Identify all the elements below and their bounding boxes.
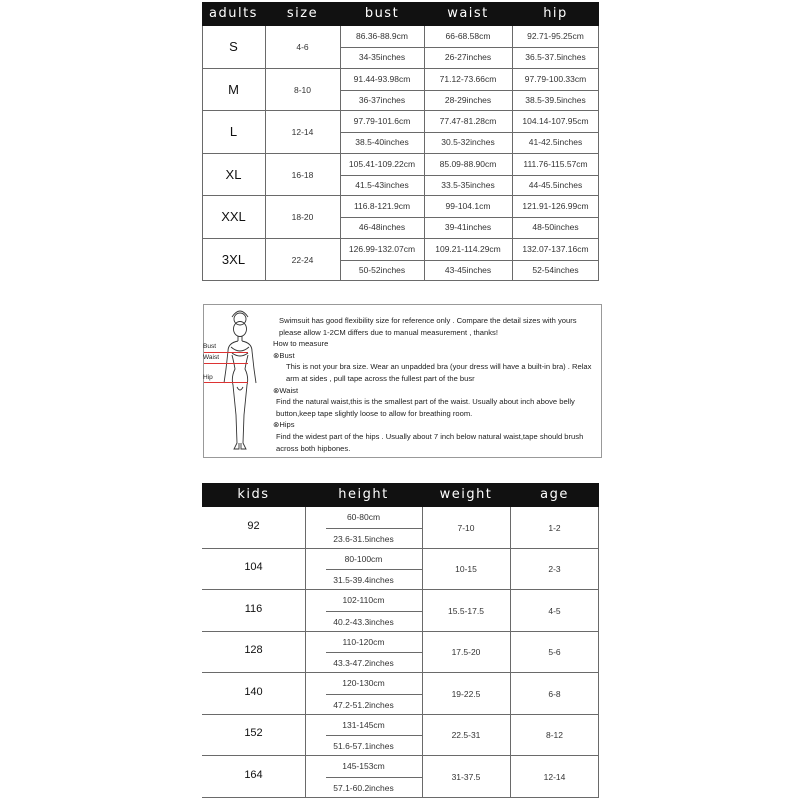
waist-in-value: 43-45inches (444, 264, 492, 275)
bust-in-value: 50-52inches (358, 264, 406, 275)
row-divider (202, 589, 599, 590)
waist-cm-value: 85.09-88.90cm (439, 158, 497, 169)
hip-in-value: 48-50inches (532, 222, 579, 233)
size-range: 8-10 (293, 84, 311, 95)
height-cm-value: 131-145cm (342, 719, 385, 730)
half-row-divider (340, 217, 599, 218)
age-value: 12-14 (543, 771, 566, 782)
header-age: age (540, 487, 569, 502)
bust-in-value: 41.5-43inches (355, 179, 409, 190)
guide-bust-title: Bust (279, 350, 295, 360)
weight-value: 19-22.5 (451, 688, 481, 699)
hip-cm-value: 132.07-137.16cm (522, 243, 589, 254)
guide-waist-text: Find the natural waist,this is the smallest part of the waist. Usually about inch above belly button,keep tape slightly loose to allow for breathing room. (276, 397, 575, 418)
half-row-divider (340, 47, 599, 48)
size-label: L (229, 124, 238, 140)
guide-hips-heading (273, 419, 598, 431)
header-bust: bust (364, 6, 400, 21)
header-waist: waist (447, 6, 489, 21)
height-cm-value: 60-80cm (346, 512, 381, 522)
waist-cm-value: 66-68.58cm (445, 31, 491, 41)
height-in-value: 57.1-60.2inches (333, 782, 394, 793)
row-divider (202, 797, 599, 798)
age-value: 1-2 (548, 522, 561, 533)
hip-cm-value: 97.79-100.33cm (524, 73, 587, 84)
guide-bust-heading (273, 350, 598, 362)
bust-cm-value: 91.44-93.98cm (353, 73, 411, 84)
waist-cm-value: 71.12-73.66cm (439, 73, 497, 84)
weight-value: 7-10 (457, 522, 475, 533)
row-divider (202, 631, 599, 632)
waist-in-value: 30.5-32inches (441, 137, 495, 148)
body-figure-illustration (204, 305, 276, 455)
half-row-divider (326, 777, 422, 778)
height-in-value: 43.3-47.2inches (333, 658, 394, 669)
hip-cm-value: 111.76-115.57cm (523, 158, 588, 169)
size-label: XXL (221, 209, 246, 225)
height-cm-value: 110-120cm (342, 636, 385, 647)
height-cm-value: 145-153cm (342, 761, 385, 771)
header-kids: kids (237, 487, 270, 502)
kids-table-header (202, 483, 599, 507)
waist-cm-value: 77.47-81.28cm (439, 116, 497, 126)
column-divider (265, 26, 266, 281)
kids-size-label: 116 (244, 602, 263, 615)
hip-in-value: 38.5-39.5inches (525, 94, 586, 105)
waist-in-value: 28-29inches (444, 94, 492, 105)
row-divider (202, 755, 599, 756)
bust-cm-value: 116.8-121.9cm (353, 201, 411, 211)
height-in-value: 47.2-51.2inches (333, 699, 394, 710)
header-hip: hip (543, 6, 568, 21)
bust-cm-value: 97.79-101.6cm (353, 116, 411, 126)
size-label: XL (225, 166, 242, 182)
size-label: 3XL (221, 251, 246, 267)
row-divider (202, 714, 599, 715)
kids-size-table (202, 483, 599, 797)
hip-line (204, 382, 248, 383)
bullet-icon: ⊗ (273, 420, 280, 430)
size-range: 12-14 (291, 127, 314, 138)
age-value: 5-6 (548, 647, 561, 658)
hip-in-value: 52-54inches (532, 264, 579, 275)
header-height: height (338, 487, 389, 502)
kids-size-label: 140 (244, 685, 263, 698)
header-size: size (286, 6, 319, 21)
hip-cm-value: 121.91-126.99cm (522, 201, 589, 211)
header-adults: adults (209, 6, 258, 21)
half-row-divider (340, 132, 599, 133)
weight-value: 15.5-17.5 (448, 605, 484, 616)
waist-line (204, 363, 248, 364)
row-divider (202, 153, 599, 154)
row-divider (202, 68, 599, 69)
fig-label-hip: Hip (203, 374, 213, 381)
hip-cm-value: 92.71-95.25cm (527, 31, 584, 41)
bust-in-value: 38.5-40inches (355, 137, 409, 148)
half-row-divider (340, 260, 599, 261)
hip-cm-value: 104.14-107.95cm (522, 116, 589, 126)
size-range: 16-18 (291, 169, 314, 180)
hip-in-value: 41-42.5inches (528, 137, 583, 148)
hip-in-value: 44-45.5inches (528, 179, 583, 190)
height-in-value: 23.6-31.5inches (333, 533, 394, 544)
height-cm-value: 80-100cm (344, 553, 383, 564)
bullet-icon: ⊗ (273, 350, 280, 360)
measure-guide-text (273, 315, 598, 454)
row-divider (202, 110, 599, 111)
weight-value: 22.5-31 (451, 730, 481, 741)
age-value: 2-3 (548, 564, 561, 575)
column-divider (305, 507, 306, 798)
kids-size-label: 92 (247, 519, 260, 532)
kids-size-label: 152 (244, 727, 263, 740)
waist-in-value: 39-41inches (444, 222, 492, 233)
bullet-icon: ⊗ (273, 385, 280, 395)
height-in-value: 31.5-39.4inches (333, 575, 394, 586)
bust-in-value: 36-37inches (358, 94, 406, 105)
guide-hips-text: Find the widest part of the hips . Usually about 7 inch below natural waist,tape should brush across both hipbones. (276, 431, 584, 453)
guide-hips-title: Hips (279, 420, 295, 430)
guide-intro: Swimsuit has good flexibility size for reference only . Compare the detail sizes with yours please allow 1-2CM differs due to manual measurement , thanks! (279, 316, 577, 337)
kids-size-label: 104 (244, 561, 263, 574)
bust-cm-value: 126.99-132.07cm (348, 243, 416, 254)
adults-table-header (202, 2, 599, 26)
fig-label-bust: Bust (203, 343, 217, 350)
row-divider (202, 238, 599, 239)
guide-bust-text: This is not your bra size. Wear an unpadded bra (your dress will have a built-in bra) . Relax arm at sides , pull tape across the fullest part of the busr (286, 362, 592, 383)
size-range: 18-20 (291, 212, 314, 223)
half-row-divider (340, 175, 599, 176)
half-row-divider (326, 569, 422, 570)
bust-line (204, 352, 248, 353)
height-cm-value: 102-110cm (342, 595, 385, 605)
height-in-value: 40.2-43.3inches (333, 616, 394, 627)
bust-in-value: 34-35inches (358, 52, 406, 63)
half-row-divider (326, 694, 422, 695)
hip-in-value: 36.5-37.5inches (525, 52, 586, 63)
age-value: 6-8 (548, 688, 561, 699)
kids-size-label: 128 (244, 644, 263, 657)
kids-size-label: 164 (244, 768, 263, 781)
waist-in-value: 26-27inches (444, 52, 492, 63)
waist-in-value: 33.5-35inches (441, 179, 495, 190)
age-value: 4-5 (548, 605, 561, 616)
size-range: 4-6 (296, 42, 309, 53)
adults-size-table (202, 2, 599, 284)
half-row-divider (340, 90, 599, 91)
guide-waist-title: Waist (279, 385, 299, 395)
bust-in-value: 46-48inches (358, 222, 406, 233)
height-cm-value: 120-130cm (342, 678, 385, 688)
weight-value: 31-37.5 (451, 771, 481, 782)
age-value: 8-12 (545, 730, 563, 741)
half-row-divider (326, 611, 422, 612)
waist-cm-value: 109.21-114.29cm (435, 243, 501, 254)
height-in-value: 51.6-57.1inches (333, 741, 394, 752)
weight-value: 10-15 (455, 564, 477, 575)
bust-cm-value: 105.41-109.22cm (348, 158, 416, 169)
row-divider (202, 672, 599, 673)
row-divider (202, 195, 599, 196)
table-border-left (202, 26, 203, 281)
half-row-divider (326, 652, 422, 653)
size-label: M (228, 81, 239, 97)
measure-guide-box (203, 304, 602, 458)
guide-how-to: How to measure (273, 339, 329, 349)
row-divider (202, 280, 599, 281)
header-weight: weight (439, 487, 493, 502)
bust-cm-value: 86.36-88.9cm (356, 31, 408, 41)
weight-value: 17.5-20 (451, 647, 481, 658)
guide-waist-heading (273, 385, 598, 397)
half-row-divider (326, 528, 422, 529)
size-label: S (229, 39, 238, 55)
waist-cm-value: 99-104.1cm (445, 201, 491, 211)
fig-label-waist: Waist (203, 354, 220, 361)
size-range: 22-24 (291, 254, 314, 265)
row-divider (202, 548, 599, 549)
half-row-divider (326, 735, 422, 736)
